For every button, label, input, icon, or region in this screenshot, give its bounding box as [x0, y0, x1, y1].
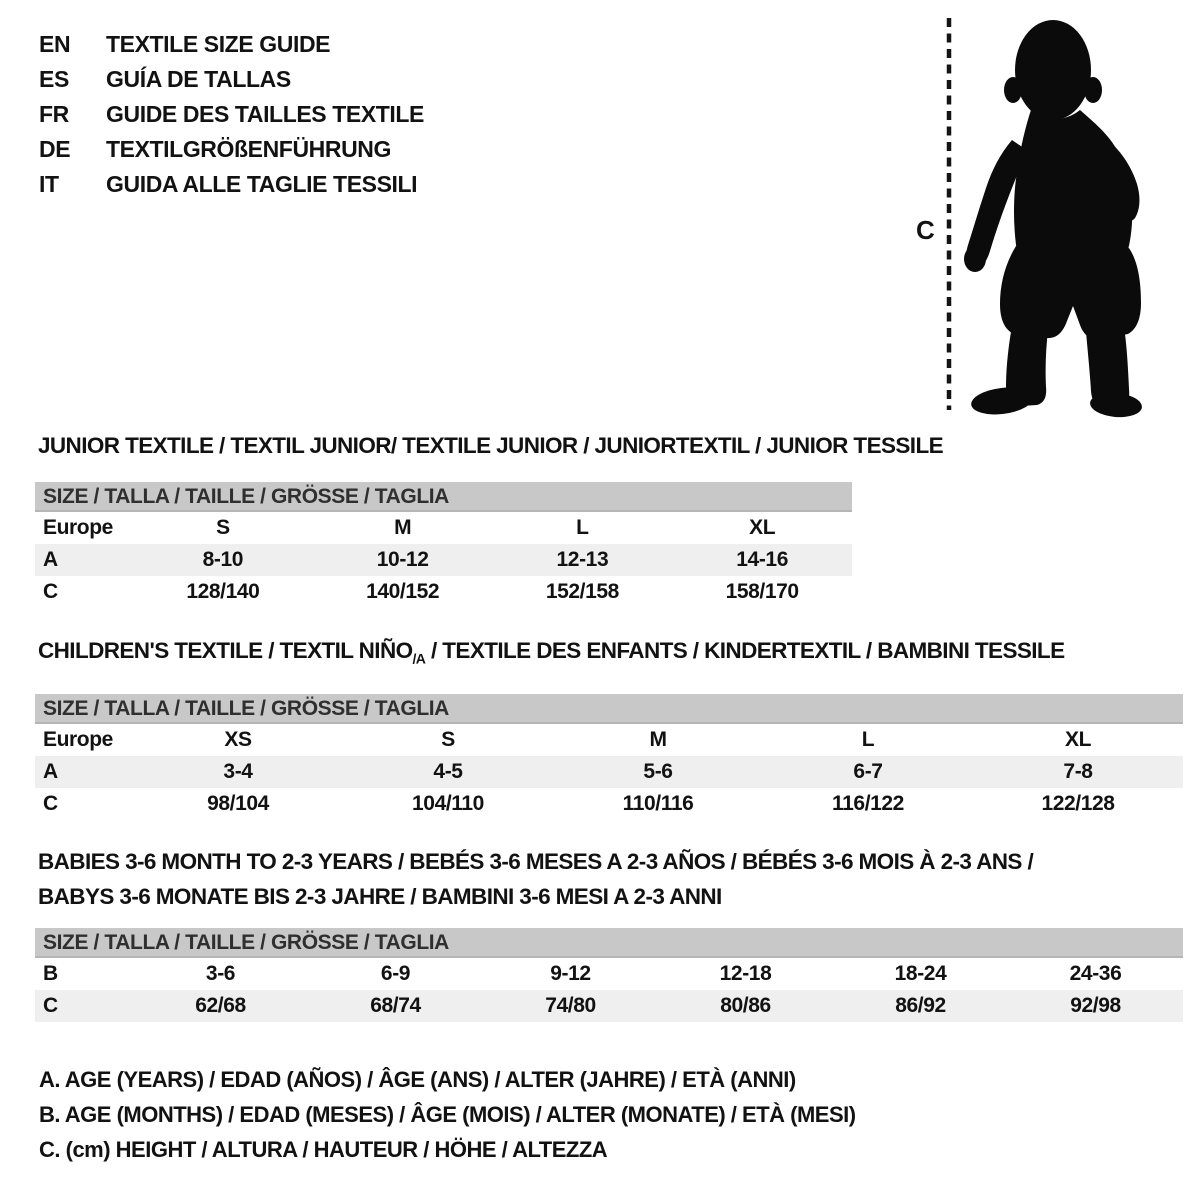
size-cell: S [216, 516, 230, 539]
row-label: C [43, 994, 58, 1017]
section-babies-textile [35, 845, 1183, 1022]
row-label: B [43, 962, 58, 985]
babies-title-line1: BABIES 3-6 MONTH TO 2-3 YEARS / BEBÉS 3-6 MESES A 2-3 AÑOS / BÉBÉS 3-6 MOIS À 2-3 ANS / [38, 849, 1034, 874]
table-row-height [35, 576, 852, 608]
language-row [39, 167, 424, 202]
language-code: FR [39, 101, 69, 127]
height-cell: 68/74 [370, 994, 421, 1017]
table-row-age [35, 756, 1183, 788]
age-cell: 14-16 [736, 548, 788, 571]
children-size-header: SIZE / TALLA / TAILLE / GRÖSSE / TAGLIA [35, 694, 1183, 724]
height-cell: 110/116 [622, 791, 694, 815]
size-cell: XL [1064, 727, 1092, 751]
guide-title-en: TEXTILE SIZE GUIDE [106, 31, 331, 57]
guide-title-de: TEXTILGRÖßENFÜHRUNG [106, 136, 391, 162]
height-cell: 158/170 [725, 580, 799, 603]
age-cell: 10-12 [376, 548, 429, 571]
babies-section-title [38, 845, 1183, 914]
toddler-figure [900, 10, 1145, 418]
language-code: DE [39, 136, 71, 162]
height-cell: 116/122 [832, 791, 904, 815]
age-cell: 4-5 [433, 759, 463, 783]
guide-title-it: GUIDA ALLE TAGLIE TESSILI [106, 171, 418, 197]
size-cell: L [576, 516, 589, 539]
height-cell: 104/110 [412, 791, 484, 815]
babies-title-line2: BABYS 3-6 MONATE BIS 2-3 JAHRE / BAMBINI 3-6 MESI A 2-3 ANNI [38, 883, 722, 909]
age-cell: 9-12 [550, 962, 591, 985]
height-cell: 74/80 [545, 994, 596, 1017]
height-cell: 98/104 [207, 791, 269, 815]
size-cell: M [394, 516, 412, 539]
size-cell: XL [749, 516, 776, 539]
footnote-legend [39, 1062, 856, 1167]
age-cell: 24-36 [1069, 962, 1122, 985]
table-row-age [35, 544, 852, 576]
age-cell: 8-10 [202, 548, 244, 571]
height-measure-label: C [916, 215, 935, 245]
height-cell: 62/68 [195, 994, 246, 1017]
size-cell: S [441, 727, 455, 751]
table-row-age-months [35, 958, 1183, 990]
height-cell: 86/92 [895, 994, 946, 1017]
age-cell: 12-18 [719, 962, 772, 985]
row-label: Europe [43, 727, 113, 751]
guide-title-fr: GUIDE DES TAILLES TEXTILE [106, 101, 424, 127]
footnote-height-cm: C. (cm) HEIGHT / ALTURA / HAUTEUR / HÖHE / ALTEZZA [39, 1137, 608, 1162]
babies-size-header: SIZE / TALLA / TAILLE / GRÖSSE / TAGLIA [35, 928, 1183, 958]
language-title-list [39, 27, 424, 202]
age-cell: 7-8 [1063, 759, 1093, 783]
age-cell: 12-13 [556, 548, 609, 571]
guide-title-es: GUÍA DE TALLAS [106, 66, 291, 92]
row-label: Europe [43, 516, 113, 539]
row-label: A [43, 548, 58, 571]
age-cell: 5-6 [643, 759, 673, 783]
language-row [39, 27, 424, 62]
row-label: C [43, 580, 58, 603]
table-row-height [35, 990, 1183, 1022]
children-title-sub: /A [412, 650, 426, 667]
section-children-textile [35, 637, 1183, 820]
language-code: IT [39, 171, 59, 197]
height-cell: 122/128 [1041, 791, 1115, 815]
size-cell: XS [224, 727, 252, 751]
junior-size-header: SIZE / TALLA / TAILLE / GRÖSSE / TAGLIA [35, 482, 852, 512]
height-cell: 128/140 [186, 580, 260, 603]
children-title-post: / TEXTILE DES ENFANTS / KINDERTEXTIL / BAMBINI TESSILE [425, 638, 1065, 663]
junior-section-title: JUNIOR TEXTILE / TEXTIL JUNIOR/ TEXTILE JUNIOR / JUNIORTEXTIL / JUNIOR TESSILE [38, 433, 943, 458]
table-row-europe [35, 512, 852, 544]
language-code: ES [39, 66, 69, 92]
height-cell: 92/98 [1070, 994, 1121, 1017]
row-label: A [43, 759, 58, 783]
table-row-europe [35, 724, 1183, 756]
section-junior-textile [35, 432, 943, 608]
children-section-title [38, 637, 1183, 673]
children-title-pre: CHILDREN'S TEXTILE / TEXTIL NIÑO [38, 638, 413, 663]
age-cell: 3-6 [205, 962, 236, 985]
age-cell: 3-4 [223, 759, 253, 783]
footnote-age-years: A. AGE (YEARS) / EDAD (AÑOS) / ÂGE (ANS) / ALTER (JAHRE) / ETÀ (ANNI) [39, 1067, 796, 1092]
age-cell: 6-9 [380, 962, 411, 985]
size-cell: L [861, 727, 875, 751]
language-row [39, 132, 424, 167]
language-code: EN [39, 31, 71, 57]
height-cell: 140/152 [366, 580, 440, 603]
age-cell: 18-24 [894, 962, 947, 985]
table-row-height [35, 788, 1183, 820]
height-cell: 152/158 [545, 580, 619, 603]
language-row [39, 62, 424, 97]
age-cell: 6-7 [853, 759, 883, 783]
size-cell: M [649, 727, 667, 751]
height-cell: 80/86 [720, 994, 771, 1017]
row-label: C [43, 791, 58, 815]
toddler-silhouette-icon [964, 20, 1143, 418]
language-row [39, 97, 424, 132]
footnote-age-months: B. AGE (MONTHS) / EDAD (MESES) / ÂGE (MOIS) / ALTER (MONATE) / ETÀ (MESI) [39, 1102, 856, 1127]
